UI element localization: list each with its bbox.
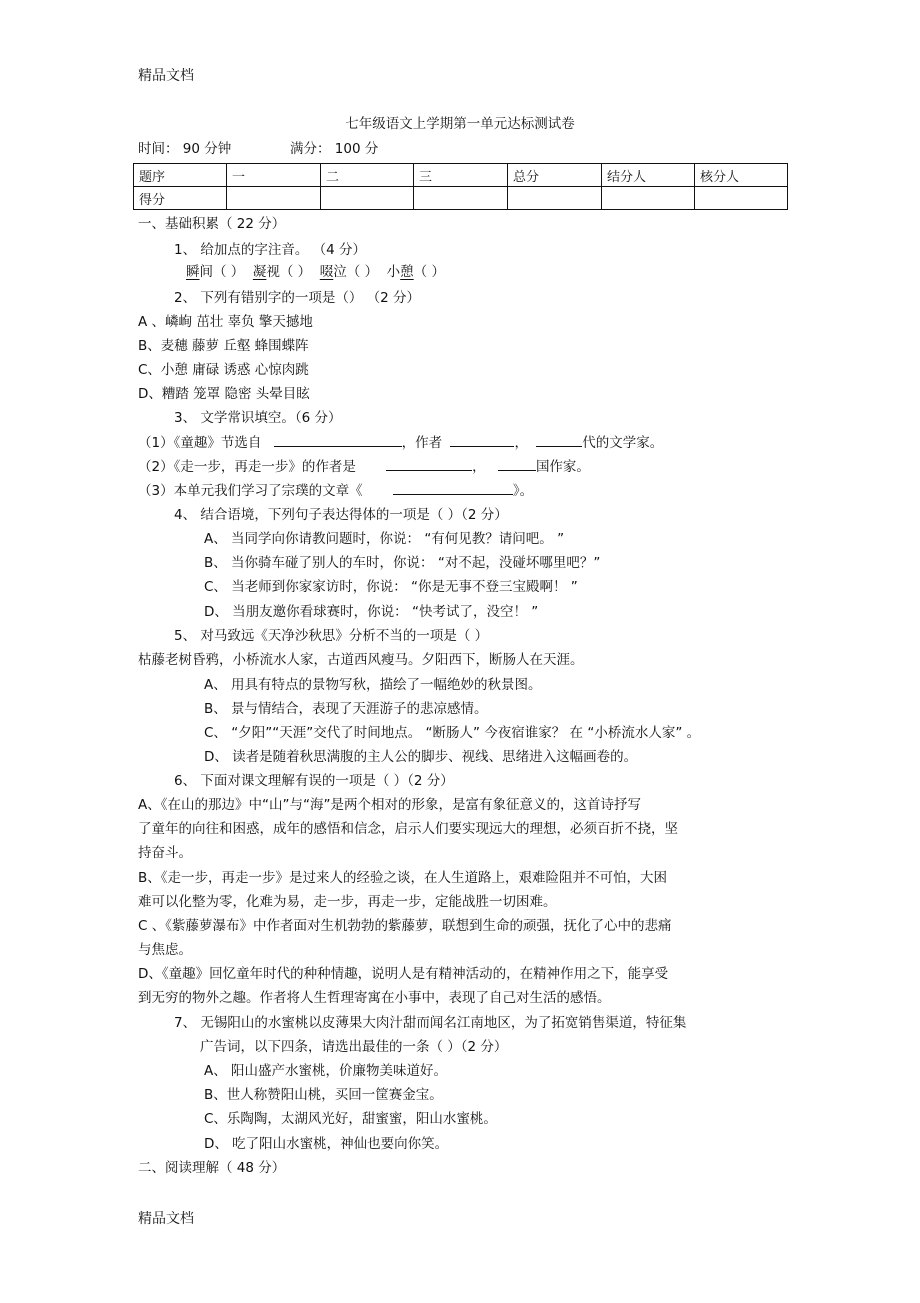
question-7-stem-cont: 广告词，以下四条，请选出最佳的一条（ ）（2 分）: [200, 1039, 508, 1055]
score-table-score-row: [134, 187, 788, 210]
option: C、 “夕阳”“天涯”交代了时间地点。 “断肠人” 今夜宿谁家？ 在 “小桥流水人家” 。: [204, 725, 701, 741]
option: C、小憩 庸碌 诱惑 心惊肉跳: [138, 362, 309, 378]
answer-blank[interactable]: [536, 432, 582, 447]
option: A、 阳山盛产水蜜桃，价廉物美味道好。: [204, 1063, 448, 1079]
exam-full-score: 满分： 100 分: [290, 141, 379, 157]
item-text: 小: [386, 264, 401, 280]
answer-blank[interactable]: [498, 456, 536, 471]
poem-text: 枯藤老树昏鸦，小桥流水人家，古道西风瘦马。夕阳西下，断肠人在天涯。: [138, 652, 584, 668]
dotted-char: 憩: [400, 264, 414, 280]
table-cell: 核分人: [695, 164, 788, 187]
dotted-char: 瞬: [186, 264, 200, 280]
answer-blank[interactable]: [393, 480, 513, 495]
pinyin-item: [320, 264, 378, 280]
question-6-stem: 6、 下面对课文理解有误的一项是（ ）（2 分）: [174, 773, 454, 789]
score-input-cell[interactable]: [508, 187, 602, 210]
question-1-items: [186, 262, 445, 282]
answer-blank[interactable]: [450, 432, 514, 447]
score-table-header-row: [134, 164, 788, 187]
option-line: 难可以化整为零，化难为易，走一步，再走一步，定能战胜一切困难。: [138, 894, 557, 910]
option: B、 当你骑车碰了别人的车时，你说： “对不起，没碰坏哪里吧？”: [204, 555, 601, 571]
question-3-stem: 3、 文学常识填空。（6 分）: [174, 410, 342, 426]
question-4-stem: 4、 结合语境，下列句子表达得体的一项是（ ）（2 分）: [174, 507, 508, 523]
option: C、 当老师到你家家访时，你说： “你是无事不登三宝殿啊！ ”: [204, 579, 578, 595]
table-cell: 二: [321, 164, 414, 187]
score-input-cell[interactable]: [414, 187, 508, 210]
section-heading: 一、基础积累（ 22 分）: [138, 216, 286, 232]
item-text: 视（ ）: [266, 264, 312, 280]
option: B、 景与情结合，表现了天涯游子的悲凉感情。: [204, 701, 488, 717]
table-cell: 得分: [134, 187, 227, 210]
option-line: A、《在山的那边》中“山”与“海”是两个相对的形象，是富有象征意义的，这首诗抒写: [138, 797, 641, 813]
table-cell: 结分人: [602, 164, 695, 187]
option: C、乐陶陶，太湖风光好，甜蜜蜜，阳山水蜜桃。: [204, 1111, 497, 1127]
fill-line: [138, 480, 533, 501]
option-line: 持奋斗。: [138, 845, 192, 861]
table-cell: 题序: [134, 164, 227, 187]
option: D、糟踏 笼罩 隐密 头晕目眩: [138, 386, 310, 402]
option: A、 用具有特点的景物写秋，描绘了一幅绝妙的秋景图。: [204, 677, 542, 693]
line-text: ，: [472, 459, 486, 475]
item-text: 间（ ）: [199, 264, 245, 280]
score-input-cell[interactable]: [695, 187, 788, 210]
option: B、麦穗 藤萝 丘壑 蜂围蝶阵: [138, 338, 309, 354]
option-line: D、《童趣》回忆童年时代的种种情趣，说明人是有精神活动的，在精神作用之下，能享受: [138, 966, 669, 982]
dotted-char: 凝: [252, 264, 267, 280]
section-heading: 二、阅读理解（ 48 分）: [138, 1160, 286, 1176]
exam-time: 时间： 90 分钟: [138, 141, 232, 157]
question-5-stem: 5、 对马致远《天净沙秋思》分析不当的一项是（ ）: [174, 628, 489, 644]
table-cell: 一: [227, 164, 321, 187]
pinyin-item: [253, 264, 311, 280]
question-2-stem: 2、 下列有错别字的一项是（） （2 分）: [174, 290, 421, 306]
question-7-stem: 7、 无锡阳山的水蜜桃以皮薄果大肉汁甜而闻名江南地区，为了拓宽销售渠道，特征集: [174, 1015, 687, 1031]
option: A 、嶙峋 茁壮 辜负 擎天撼地: [138, 314, 313, 330]
score-input-cell[interactable]: [227, 187, 321, 210]
option: B、世人称赞阳山桃，买回一筐赛金宝。: [204, 1087, 443, 1103]
page-header: 精品文档: [138, 68, 194, 84]
score-input-cell[interactable]: [602, 187, 695, 210]
line-text: 代的文学家。: [582, 435, 664, 451]
answer-blank[interactable]: [274, 432, 402, 447]
table-cell: 总分: [508, 164, 602, 187]
score-input-cell[interactable]: [321, 187, 414, 210]
page-title: 七年级语文上学期第一单元达标测试卷: [345, 116, 575, 132]
page-footer: 精品文档: [138, 1211, 194, 1227]
answer-blank[interactable]: [386, 456, 472, 471]
dotted-char: 啜: [319, 264, 334, 280]
option-line: C 、《紫藤萝瀑布》中作者面对生机勃勃的紫藤萝，联想到生命的顽强，抚化了心中的悲痛: [138, 918, 672, 934]
pinyin-item: [186, 264, 244, 280]
score-table: [133, 163, 788, 210]
line-text: （2）《走一步，再走一步》的作者是: [138, 459, 356, 475]
option: A、 当同学向你请教问题时，你说： “有何见教？请问吧。 ”: [204, 531, 565, 547]
question-1-stem: 1、 给加点的字注音。 （4 分）: [174, 242, 367, 258]
option: D、 吃了阳山水蜜桃，神仙也要向你笑。: [204, 1136, 449, 1152]
line-text: ，: [514, 435, 528, 451]
line-text: 国作家。: [535, 459, 590, 475]
option-line: 与焦虑。: [138, 942, 192, 958]
table-cell: 三: [414, 164, 508, 187]
line-text: 》。: [512, 483, 534, 499]
option: D、 当朋友邀你看球赛时，你说： “快考试了，没空！ ”: [204, 604, 539, 620]
option-line: B、《走一步，再走一步》是过来人的经验之谈，在人生道路上，艰难险阻并不可怕，大困: [138, 870, 668, 886]
line-text: （3）本单元我们学习了宗璞的文章《: [138, 483, 363, 499]
item-text: 泣（ ）: [333, 264, 379, 280]
option-line: 了童年的向往和困惑，成年的感悟和信念，启示人们要实现远大的理想，必须百折不挠，坚: [138, 821, 678, 837]
item-text: （ ）: [413, 264, 445, 280]
line-text: ，作者: [401, 435, 443, 451]
fill-line: [138, 456, 590, 477]
fill-line: [138, 432, 663, 453]
line-text: （1）《童趣》节选自: [138, 435, 262, 451]
option: D、 读者是随着秋思满腹的主人公的脚步、视线、思绪进入这幅画卷的。: [204, 749, 638, 765]
pinyin-item: [387, 264, 445, 280]
option-line: 到无穷的物外之趣。作者将人生哲理寄寓在小事中，表现了自己对生活的感悟。: [138, 990, 611, 1006]
